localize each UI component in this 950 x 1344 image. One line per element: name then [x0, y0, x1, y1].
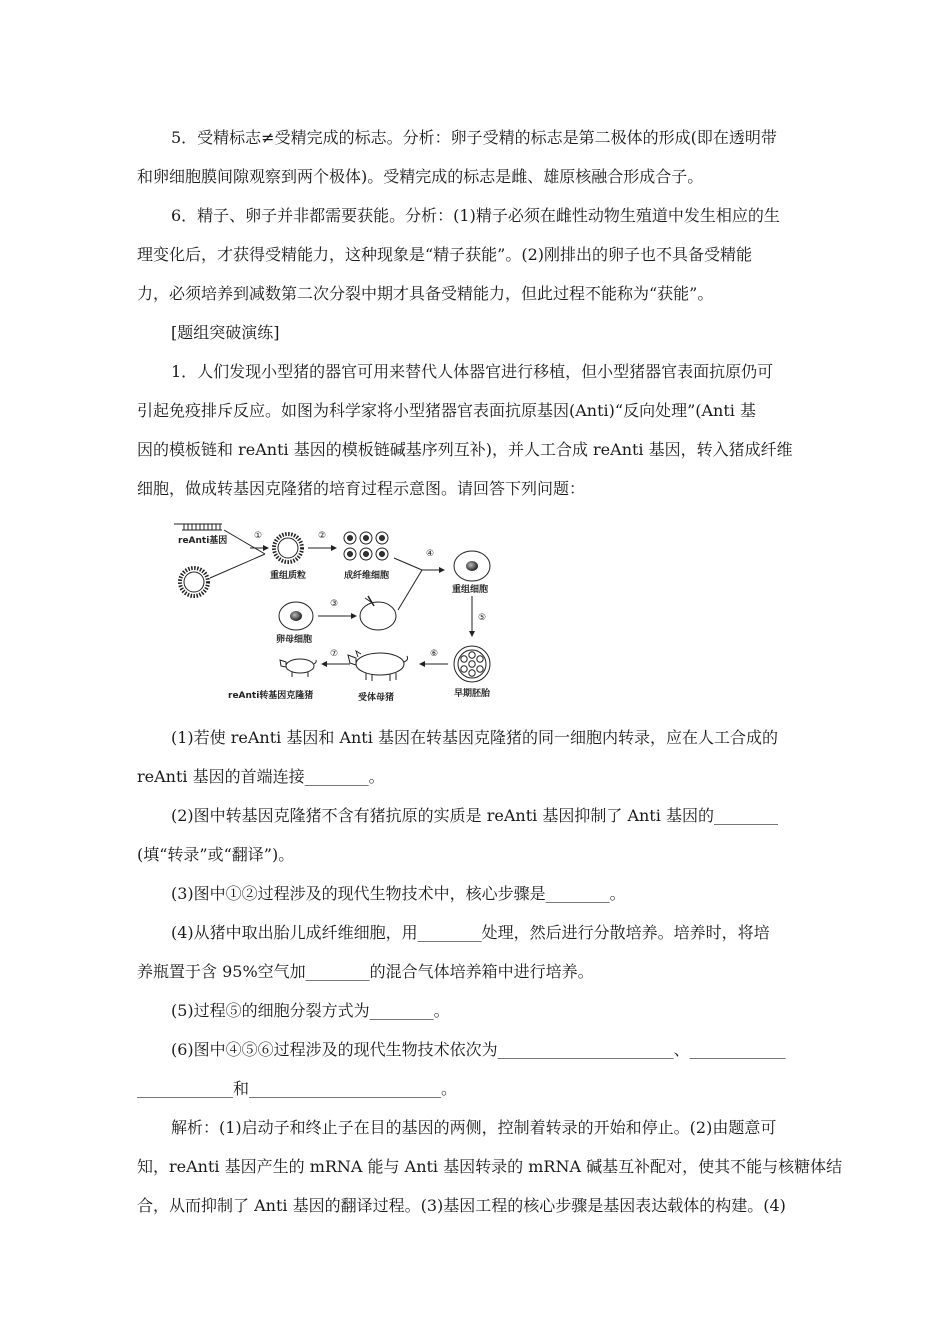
analysis-line2: 知，reAnti 基因产生的 mRNA 能与 Anti 基因转录的 mRNA 碱基互补配对，使其不能与核糖体结	[137, 1157, 843, 1176]
subquestion-4-line1: (4)从猪中取出胎儿成纤维细胞，用________处理，然后进行分散培养。培养时，将培	[171, 923, 770, 942]
label-reanti-gene: reAnti基因	[178, 536, 228, 546]
subquestion-6-line2: ____________和________________________。	[137, 1079, 458, 1098]
enucleated-oocyte-icon	[360, 596, 396, 630]
step-6-label: ⑥	[430, 649, 439, 659]
label-recombinant-plasmid: 重组质粒	[270, 571, 307, 581]
arrow-oocyte-join	[398, 570, 422, 610]
fibroblast-cells-icon	[344, 532, 388, 560]
subquestion-2-line2: (填“转录”或“翻译”)。	[137, 845, 295, 864]
question-1-line3: 因的模板链和 reAnti 基因的模板链碱基序列互补)，并人工合成 reAnti 基因，转入猪成纤维	[137, 440, 793, 459]
subquestion-1-line1: (1)若使 reAnti 基因和 Anti 基因在转基因克隆猪的同一细胞内转录，应在人工合成的	[171, 728, 778, 747]
step-7-label: ⑦	[330, 649, 339, 659]
early-embryo-icon	[454, 646, 490, 682]
step-1-label: ①	[254, 531, 263, 541]
step-3-label: ③	[330, 599, 339, 609]
question-1-line4: 细胞，做成转基因克隆猪的培育过程示意图。请回答下列问题：	[137, 479, 586, 498]
paragraph-5-line1: 5．受精标志≠受精完成的标志。分析：卵子受精的标志是第二极体的形成(即在透明带	[171, 128, 777, 147]
subquestion-6-line1: (6)图中④⑤⑥过程涉及的现代生物技术依次为______________________、____________	[171, 1040, 786, 1059]
step-2-label: ②	[318, 531, 327, 541]
oocyte-icon	[279, 602, 313, 630]
label-transgenic-pig: reAnti转基因克隆猪	[228, 691, 314, 701]
section-heading: [题组突破演练]	[171, 323, 280, 342]
recipient-sow-icon	[348, 651, 408, 681]
recombinant-cell-icon	[454, 551, 490, 581]
transgenic-pig-diagram	[172, 518, 502, 708]
label-oocyte: 卵母细胞	[276, 635, 313, 645]
question-1-line1: 1．人们发现小型猪的器官可用来替代人体器官进行移植，但小型猪器官表面抗原仍可	[171, 362, 774, 381]
analysis-line3: 合，从而抑制了 Anti 基因的翻译过程。(3)基因工程的核心步骤是基因表达载体的构建。(4)	[137, 1196, 786, 1215]
subquestion-3: (3)图中①②过程涉及的现代生物技术中，核心步骤是________。	[171, 884, 626, 903]
reanti-gene-icon	[174, 524, 222, 530]
label-fibroblast: 成纤维细胞	[344, 571, 390, 581]
analysis-line1: 解析：(1)启动子和终止子在目的基因的两侧，控制着转录的开始和停止。(2)由题意可	[171, 1118, 777, 1137]
question-1-line2: 引起免疫排斥反应。如图为科学家将小型猪器官表面抗原基因(Anti)“反向处理”(Anti 基	[137, 401, 756, 420]
transgenic-piglet-icon	[280, 659, 316, 677]
diagram-svg	[172, 518, 502, 708]
paragraph-6-line3: 力，必须培养到减数第二次分裂中期才具备受精能力，但此过程不能称为“获能”。	[137, 284, 714, 303]
subquestion-4-line2: 养瓶置于含 95%空气加________的混合气体培养箱中进行培养。	[137, 962, 594, 981]
arrow-plasmid-join	[210, 554, 265, 578]
plasmid-icon	[180, 568, 208, 596]
arrow-fibroblast-join	[394, 558, 422, 570]
paragraph-5-line2: 和卵细胞膜间隙观察到两个极体)。受精完成的标志是雌、雄原核融合形成合子。	[137, 167, 704, 186]
subquestion-2-line1: (2)图中转基因克隆猪不含有猪抗原的实质是 reAnti 基因抑制了 Anti 基因的________	[171, 806, 778, 825]
subquestion-5: (5)过程⑤的细胞分裂方式为________。	[171, 1001, 450, 1020]
recombinant-plasmid-icon	[274, 534, 302, 562]
label-recipient-sow: 受体母猪	[358, 693, 395, 703]
paragraph-6-line1: 6．精子、卵子并非都需要获能。分析：(1)精子必须在雌性动物生殖道中发生相应的生	[171, 206, 780, 225]
paragraph-6-line2: 理变化后，才获得受精能力，这种现象是“精子获能”。(2)刚排出的卵子也不具备受精能	[137, 245, 753, 264]
label-recombinant-cell: 重组细胞	[452, 585, 489, 595]
label-early-embryo: 早期胚胎	[454, 689, 491, 699]
step-5-label: ⑤	[478, 613, 487, 623]
step-4-label: ④	[426, 549, 435, 559]
subquestion-1-line2: reAnti 基因的首端连接________。	[137, 767, 385, 786]
